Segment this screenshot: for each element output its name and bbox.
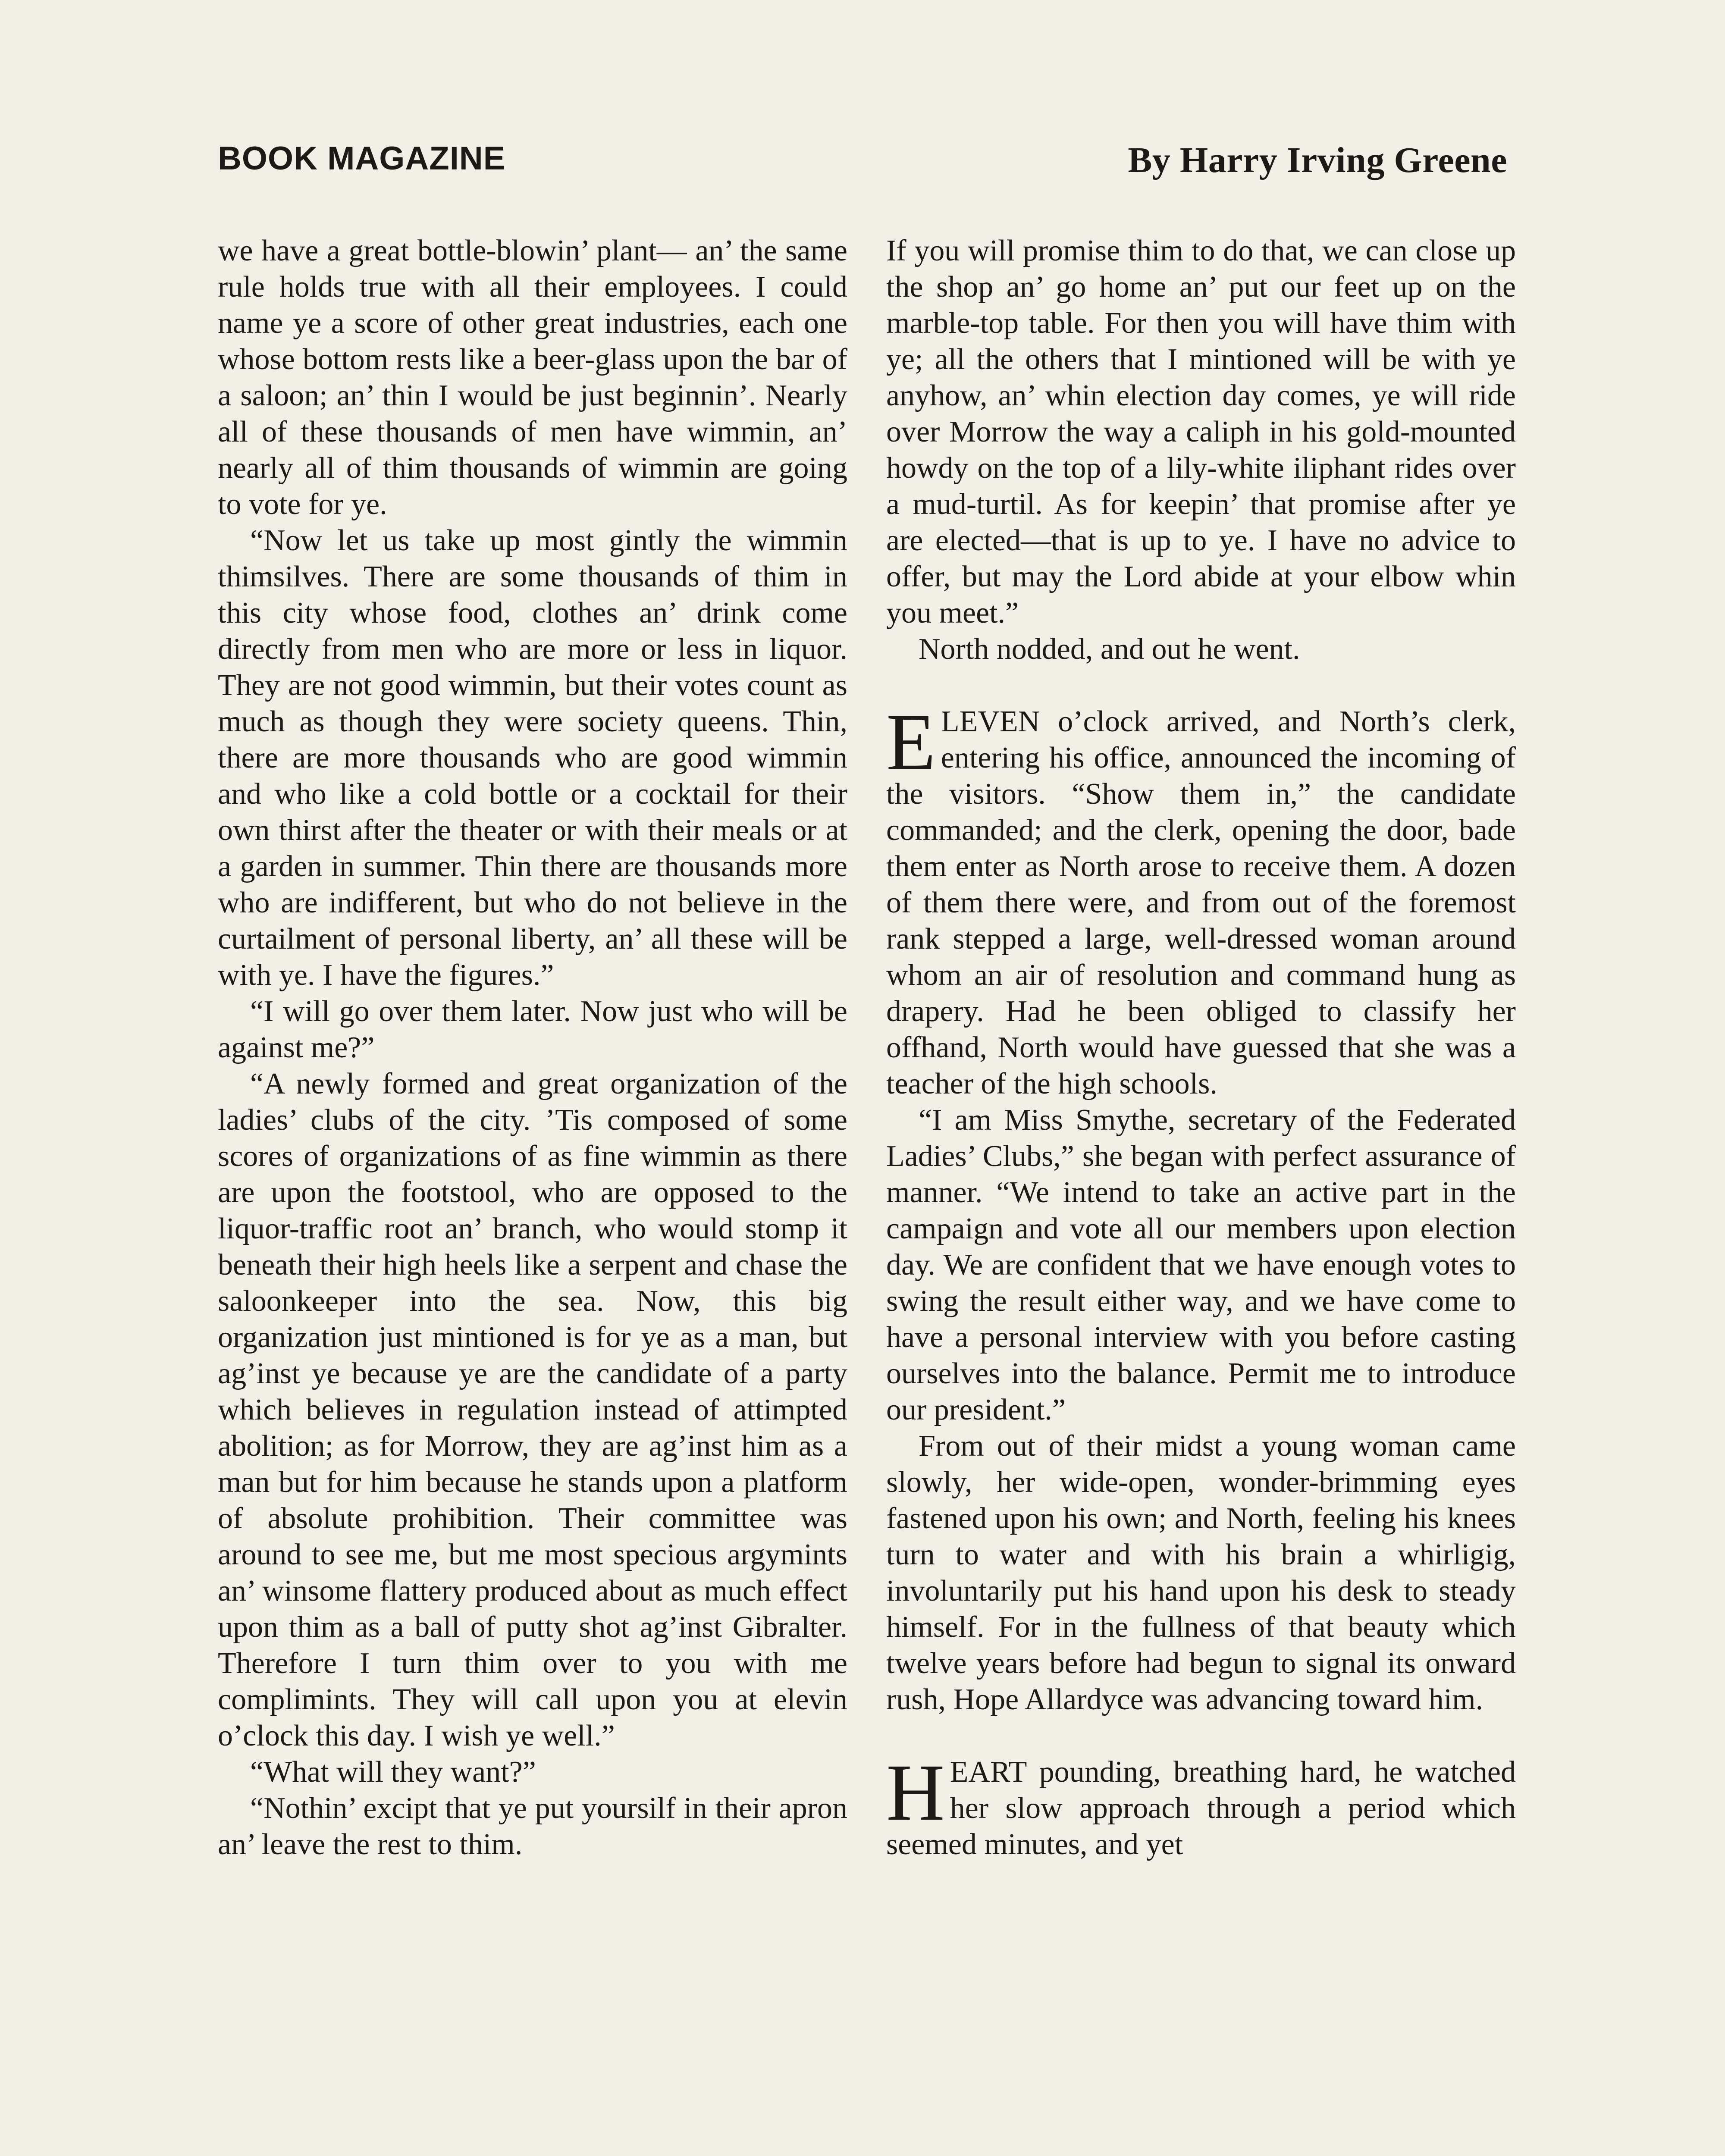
paragraph-text: LEVEN o’clock arrived, and North’s clerk, entering his office, announced the incoming of the visitors. “Show them in,” the candidate commanded; and the clerk, opening the door, bade them enter as North arose to receive them. A dozen of them there were, and from out of the foremost rank stepped a large, well-dressed woman around whom an air of resolution and command hung as drapery. Had he been obliged to classify her offhand, North would have guessed that she was a teacher of the high schools. [886,705,1516,1100]
drop-cap: H [886,1747,945,1837]
paragraph: “I am Miss Smythe, secretary of the Federated Ladies’ Clubs,” she began with perfect assurance of manner. “We intend to take an active part in the campaign and vote all our members upon election day. We are confident that we have enough votes to swing the result either way, and we have come to have a personal interview with you before casting ourselves into the balance. Permit me to introduce our president.” [886,1103,1516,1426]
paragraph: If you will promise thim to do that, we can close up the shop an’ go home an’ put our feet up on the marble-top table. For then you will have thim with ye; all the others that I mintioned will be with ye anyhow, an’ whin election day comes, ye will ride over Morrow the way a caliph in his gold-mounted howdy on the top of a lily-white iliphant rides over a mud-turtil. As for keepin’ that promise after ye are elected—that is up to ye. I have no advice to offer, but may the Lord abide at your elbow whin you meet.” [886,234,1516,630]
author-byline: By Harry Irving Greene [1128,140,1507,180]
drop-cap: E [886,697,936,787]
right-text-column [886,233,1516,2156]
paragraph: “I will go over them later. Now just who will be against me?” [218,995,847,1064]
paragraph: “What will they want?” [250,1755,536,1789]
magazine-title: BOOK MAGAZINE [218,140,506,177]
paragraph: “Now let us take up most gintly the wimmin thimsilves. There are some thousands of thim in this city whose food, clothes an’ drink come directly from men who are more or less in liquor. They are not good wimmin, but their votes count as much as though they were society queens. Thin, there are more thousands who are good wimmin and who like a cold bottle or a cocktail for their own thirst after the theater or with their meals or at a garden in summer. Thin there are thousands more who are indifferent, but who do not believe in the curtailment of personal liberty, an’ all these will be with ye. I have the figures.” [218,524,847,992]
paragraph: we have a great bottle-blowin’ plant— an’ the same rule holds true with all their employees. I could name ye a score of other great industries, each one whose bottom rests like a beer-glass upon the bar of a saloon; an’ thin I would be just beginnin’. Nearly all of these thousands of men have wimmin, an’ nearly all of thim thousands of wimmin are going to vote for ye. [218,234,847,521]
section-paragraph [886,697,1516,1102]
paragraph: From out of their midst a young woman came slowly, her wide-open, wonder-brimming eyes fastened upon his own; and North, feeling his knees turn to water and with his brain a whirligig, involuntarily put his hand upon his desk to steady himself. For in the fullness of that beauty which twelve years before had begun to signal its onward rush, Hope Allardyce was advancing toward him. [886,1429,1516,1716]
section-paragraph [886,1747,1516,1863]
paragraph: North nodded, and out he went. [919,633,1300,666]
paragraph: “A newly formed and great organization of the ladies’ clubs of the city. ’Tis composed of some scores of organizations of as fine wimmin as there are upon the footstool, who are opposed to the liquor-traffic root an’ branch, who would stomp it beneath their high heels like a serpent and chase the saloonkeeper into the sea. Now, this big organization just mintioned is for ye as a man, but ag’inst ye because ye are the candidate of a party which believes in regulation instead of attimpted abolition; as for Morrow, they are ag’inst him as a man but for him because he stands upon a platform of absolute prohibition. Their committee was around to see me, but me most specious argymints an’ winsome flattery produced about as much effect upon thim as a ball of putty shot ag’inst Gibralter. Therefore I turn thim over to you with me complimints. They will call upon you at elevin o’clock this day. I wish ye well.” [218,1067,847,1752]
left-text-column [218,233,847,2156]
paragraph-text: EART pounding, breathing hard, he watched her slow approach through a period which seemed minutes, and yet [886,1755,1516,1861]
paragraph: “Nothin’ excipt that ye put yoursilf in their apron an’ leave the rest to thim. [218,1792,847,1861]
